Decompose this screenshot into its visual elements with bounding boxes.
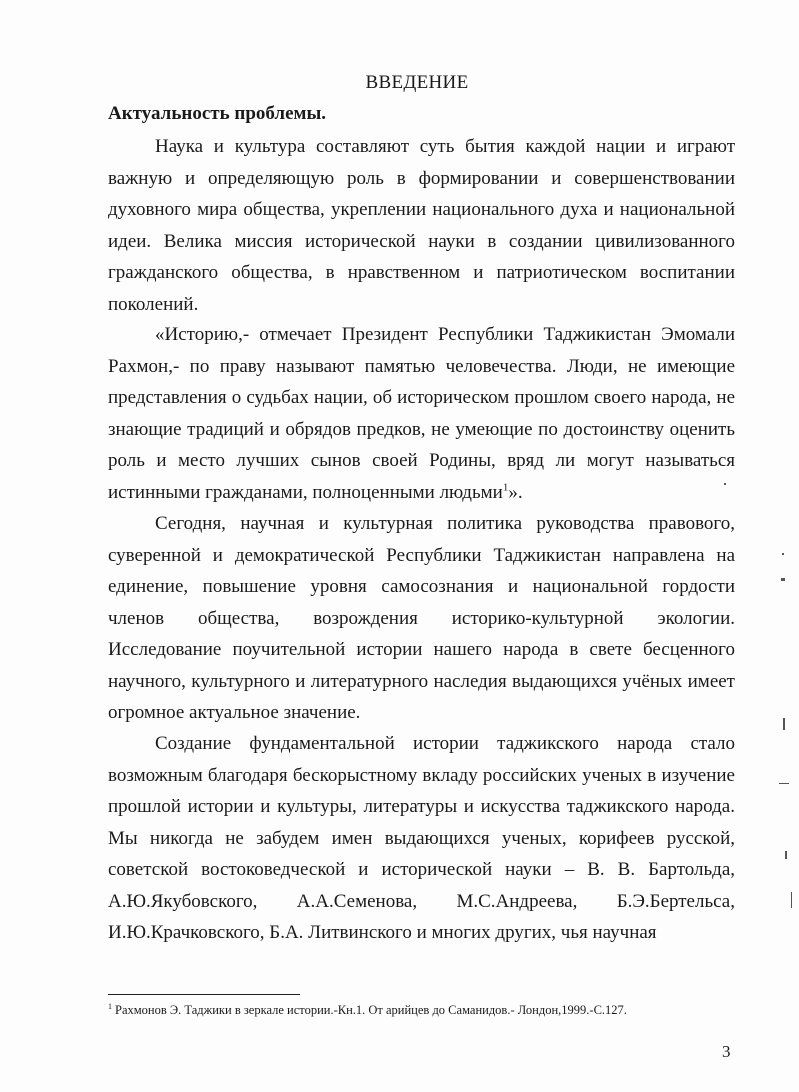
- paragraph-4: Создание фундаментальной истории таджикского народа стало возможным благодаря бескорыстному вкладу российских ученых в изучение прошлой истории и культуры, литературы и искусства таджикского народа. Мы никогда не забудем имен выдающихся ученых, корифеев русской, советской востоковедческой и исторической науки – В. В. Бартольда, А.Ю.Якубовского, А.А.Семенова, М.С.Андреева, Б.Э.Бертельса, И.Ю.Крачковского, Б.А. Литвинского и многих других, чья научная: [108, 733, 735, 943]
- scan-artifact: [779, 783, 789, 784]
- scan-artifact: [781, 578, 785, 581]
- footnote-mark: 1: [108, 1001, 112, 1011]
- section-heading: ВВЕДЕНИЕ: [365, 72, 469, 93]
- paragraph-1: Наука и культура составляют суть бытия каждой нации и играют важную и определяющую роль в формировании и совершенствовании духовного мира общества, укреплении национального духа и национальной идеи. Велика миссия исторической науки в создании цивилизованного гражданского общества, в нравственном и патриотическом воспитании поколений.: [108, 136, 735, 315]
- footnote: [108, 1003, 627, 1018]
- footnote-text: Рахмонов Э. Таджики в зеркале истории.-Кн.1. От арийцев до Саманидов.- Лондон,1999.-С.127.: [115, 1003, 627, 1017]
- footnote-divider: [108, 994, 300, 995]
- quote-closing: ».: [508, 481, 523, 503]
- scan-artifact: [791, 892, 792, 908]
- scan-artifact: [785, 851, 787, 859]
- quote-text: «Историю,- отмечает Президент Республики Таджикистан Эмомали Рахмон,- по праву называют памятью человечества. Люди, не имеющие представления о судьбах нации, об историческом прошлом своего народа, не знающие традиций и обрядов предков, не умеющие по достоинству оценить роль и место лучших сынов своей Родины, вряд ли могут называться истинными гражданами, полноценными людьми: [108, 324, 735, 503]
- page-number: 3: [722, 1042, 731, 1061]
- paragraph-2-quote: [108, 319, 735, 508]
- paragraph-3: Сегодня, научная и культурная политика руководства правового, суверенной и демократической Республики Таджикистан направлена на единение, повышение уровня самосознания и национальной гордости членов общества, возрождения историко-культурной экологии. Исследование поучительной истории нашего народа в свете бесценного научного, культурного и литературного наследия выдающихся учёных имеет огромное актуальное значение.: [108, 513, 735, 723]
- scan-artifact: [783, 718, 785, 730]
- scan-artifact: [724, 483, 726, 485]
- subsection-heading: Актуальность проблемы.: [108, 103, 327, 124]
- footnote-reference[interactable]: 1: [502, 481, 509, 494]
- scan-artifact: [782, 553, 784, 555]
